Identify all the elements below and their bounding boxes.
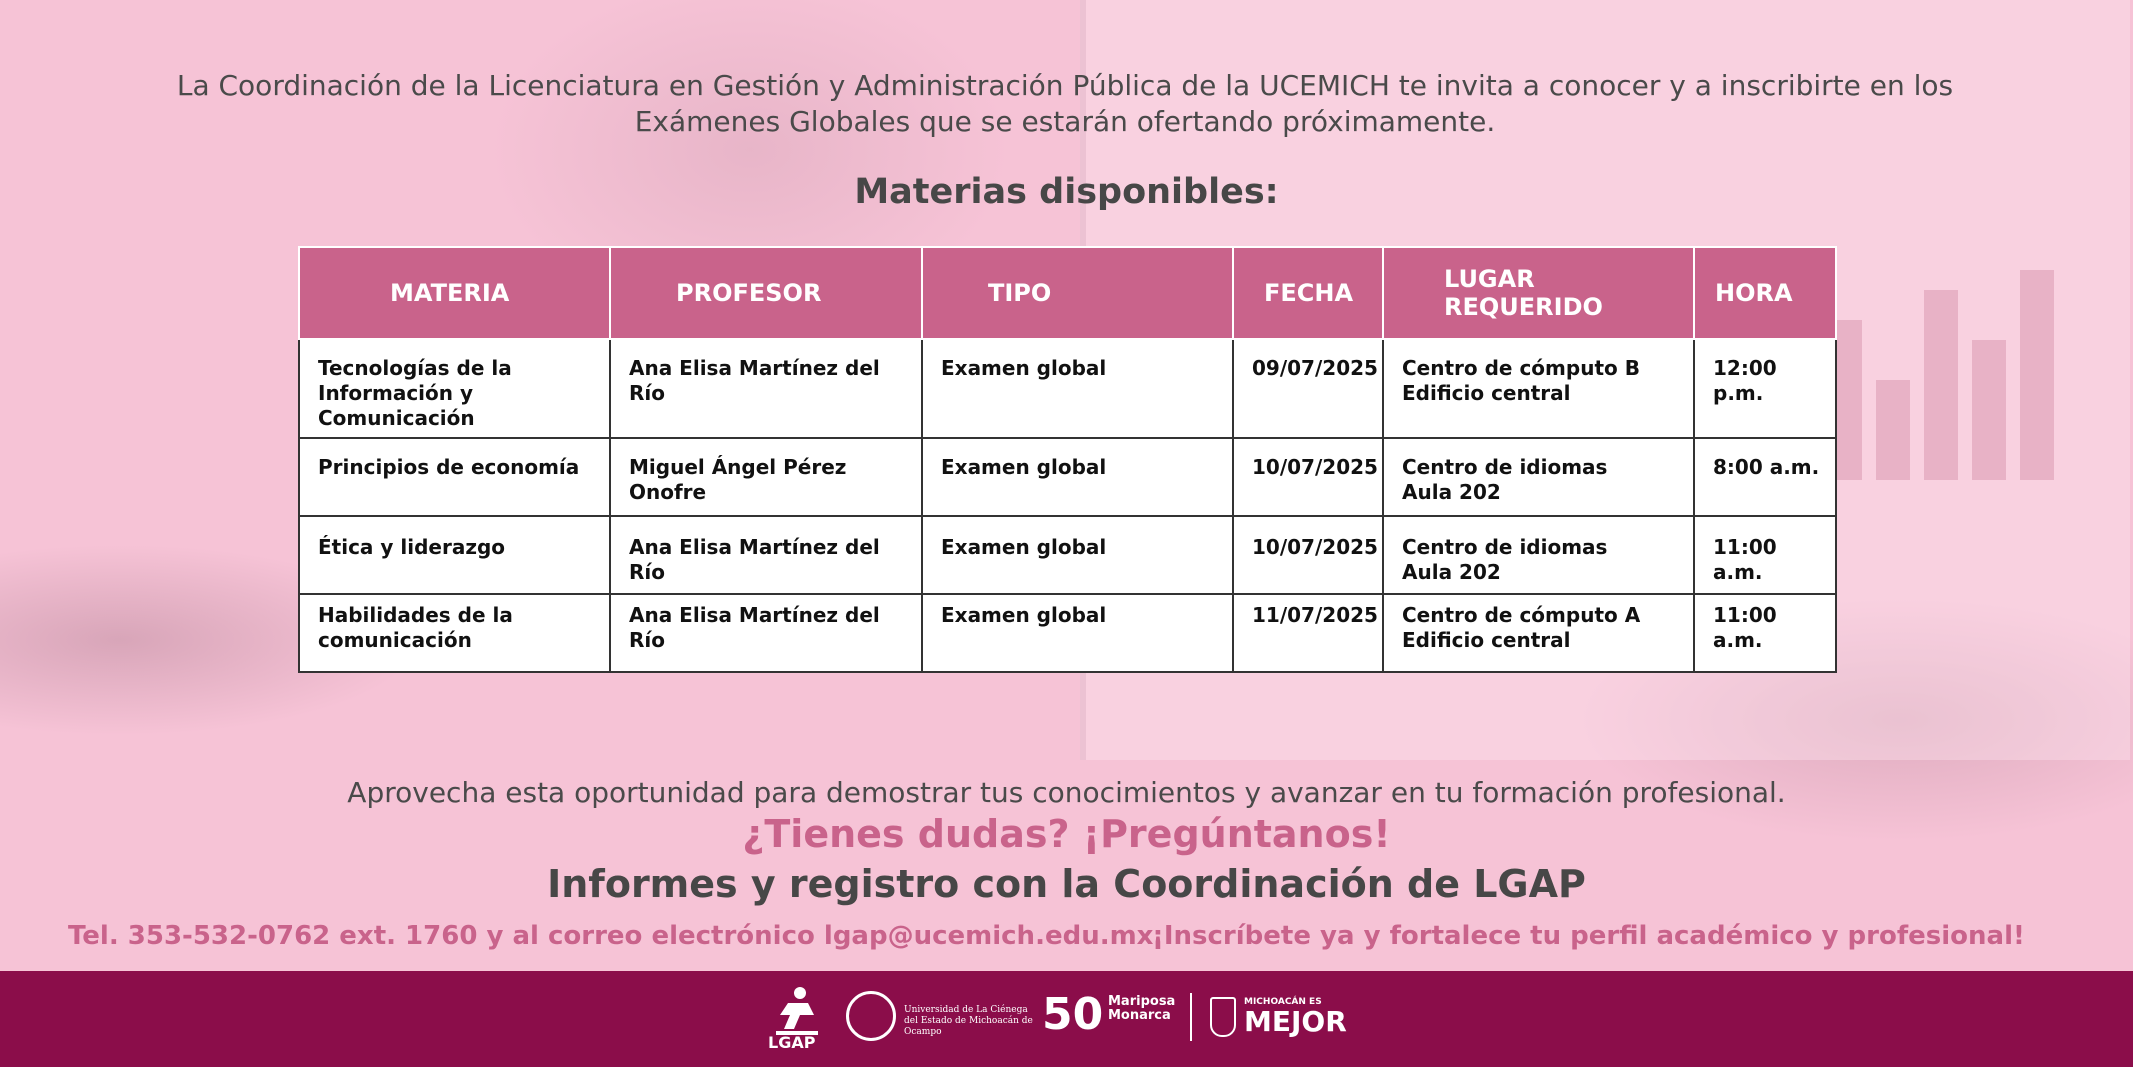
info-heading: Informes y registro con la Coordinación de LGAP [547,862,1586,906]
lgap-logo-icon [770,985,824,1037]
schedule-table [298,246,1837,673]
table-row [299,339,1836,438]
cell-hora: 8:00 a.m. [1694,438,1836,516]
cell-lugar [1383,594,1694,672]
cell-materia: Ética y liderazgo [299,516,610,594]
cell-lugar [1383,516,1694,594]
intro-text: La Coordinación de la Licenciatura en Gestión y Administración Pública de la UCEMICH te invita a conocer y a inscribirte en los Exámenes Globales que se estarán ofertando próximamente. [176,69,1954,138]
header-materia: MATERIA [299,247,610,339]
table-row [299,594,1836,672]
table-header-row [299,247,1836,339]
header-fecha: FECHA [1233,247,1383,339]
logo-divider [1190,993,1192,1041]
cell-hora: 11:00 a.m. [1694,594,1836,672]
lgap-logo-text: LGAP [768,1033,816,1052]
cell-hora: 11:00 a.m. [1694,516,1836,594]
header-lugar: LUGAR REQUERIDO [1383,247,1694,339]
cell-tipo: Examen global [922,339,1233,438]
cell-lugar [1383,438,1694,516]
michoacan-shield-icon [1210,997,1236,1037]
footer-logos [760,971,1380,1067]
michoacan-es-text: MICHOACÁN ES [1244,997,1322,1007]
cell-materia: Tecnologías de la Información y Comunicación [299,339,610,438]
cell-profesor: Ana Elisa Martínez del Río [610,339,922,438]
footer-bar [0,971,2133,1067]
cta-text: ¡Inscríbete ya y fortalece tu perfil académico y profesional! [1152,921,2025,951]
lugar-line1: Centro de idiomas [1402,455,1608,479]
promo-text: Aprovecha esta oportunidad para demostrar tus conocimientos y avanzar en tu formación profesional. [347,776,1786,809]
lugar-line2: Aula 202 [1402,560,1501,584]
cell-tipo: Examen global [922,516,1233,594]
cell-tipo: Examen global [922,438,1233,516]
cell-fecha: 09/07/2025 [1233,339,1383,438]
cell-fecha: 10/07/2025 [1233,438,1383,516]
cell-profesor: Ana Elisa Martínez del Río [610,516,922,594]
fifty-anniversary-logo: 50 [1042,989,1104,1040]
header-profesor: PROFESOR [610,247,922,339]
table-row [299,438,1836,516]
cell-hora: 12:00 p.m. [1694,339,1836,438]
lugar-line1: Centro de cómputo B [1402,356,1640,380]
lugar-line2: Edificio central [1402,628,1571,652]
ucemich-seal-icon [846,991,896,1041]
mariposa-monarca-text: Mariposa Monarca [1108,994,1176,1023]
subtitle: Materias disponibles: [854,172,1279,212]
lugar-line1: Centro de cómputo A [1402,603,1641,627]
contact-text: Tel. 353-532-0762 ext. 1760 y al correo electrónico lgap@ucemich.edu.mx [68,921,1154,951]
header-hora: HORA [1694,247,1836,339]
cell-fecha: 11/07/2025 [1233,594,1383,672]
cell-lugar [1383,339,1694,438]
cell-profesor: Ana Elisa Martínez del Río [610,594,922,672]
header-tipo: TIPO [922,247,1233,339]
cell-materia: Habilidades de la comunicación [299,594,610,672]
ucemich-logo-text: Universidad de La Ciénega del Estado de Michoacán de Ocampo [904,1005,1033,1037]
lugar-line2: Aula 202 [1402,480,1501,504]
table-row [299,516,1836,594]
cell-fecha: 10/07/2025 [1233,516,1383,594]
mejor-logo-text: MEJOR [1244,1005,1347,1038]
question-heading: ¿Tienes dudas? ¡Pregúntanos! [742,812,1391,856]
lugar-line2: Edificio central [1402,381,1571,405]
cell-profesor: Miguel Ángel Pérez Onofre [610,438,922,516]
cell-materia: Principios de economía [299,438,610,516]
cell-tipo: Examen global [922,594,1233,672]
lugar-line1: Centro de idiomas [1402,535,1608,559]
